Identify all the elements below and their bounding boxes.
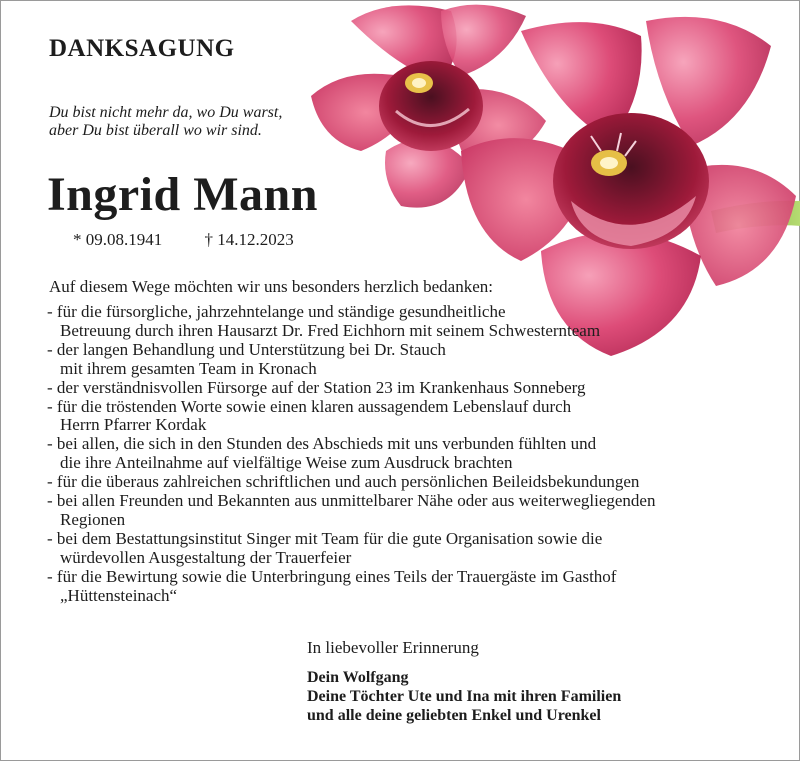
- thanks-list: [47, 303, 655, 606]
- thanks-line: - der verständnisvollen Fürsorge auf der Station 23 im Krankenhaus Sonneberg: [47, 377, 586, 397]
- thanks-line: Herrn Pfarrer Kordak: [60, 415, 207, 435]
- deceased-name: Ingrid Mann: [47, 168, 318, 221]
- thanks-line: Regionen: [60, 509, 126, 529]
- thanks-line: - für die fürsorgliche, jahrzehntelange und ständige gesundheitliche: [47, 302, 506, 321]
- closing-phrase: In liebevoller Erinnerung: [307, 638, 479, 657]
- signature-block: [307, 668, 621, 725]
- thanks-line: mit ihrem gesamten Team in Kronach: [60, 358, 317, 378]
- signature-line: Dein Wolfgang: [307, 669, 409, 686]
- thanks-line: - bei allen Freunden und Bekannten aus unmittelbarer Nähe oder aus weiterwegliegenden: [47, 491, 656, 511]
- thanks-line: - bei dem Bestattungsinstitut Singer mit Team für die gute Organisation sowie die: [47, 528, 603, 548]
- heading: DANKSAGUNG: [49, 35, 235, 62]
- thanks-line: - der langen Behandlung und Unterstützung bei Dr. Stauch: [47, 339, 446, 359]
- thanks-line: - bei allen, die sich in den Stunden des Abschieds mit uns verbunden fühlten und: [47, 434, 597, 454]
- motto-line: Du bist nicht mehr da, wo Du warst,: [49, 104, 283, 121]
- signature-line: Deine Töchter Ute und Ina mit ihren Familien: [307, 688, 622, 705]
- life-dates: [73, 230, 294, 250]
- thanks-line: würdevollen Ausgestaltung der Trauerfeier: [60, 547, 352, 567]
- thanks-line: „Hüttensteinach“: [60, 585, 178, 605]
- motto: [49, 104, 282, 140]
- thanks-line: - für die tröstenden Worte sowie einen klaren aussagendem Lebenslauf durch: [47, 396, 572, 416]
- motto-line: aber Du bist überall wo wir sind.: [49, 122, 262, 139]
- intro-text: Auf diesem Wege möchten wir uns besonders herzlich bedanken:: [49, 277, 493, 296]
- thanks-line: die ihre Anteilnahme auf vielfältige Weise zum Ausdruck brachten: [60, 453, 513, 473]
- signature-line: und alle deine geliebten Enkel und Urenkel: [307, 707, 601, 724]
- thanks-line: - für die überaus zahlreichen schriftlichen und auch persönlichen Beileidsbekundungen: [47, 472, 640, 492]
- thanks-line: - für die Bewirtung sowie die Unterbringung eines Teils der Trauergäste im Gasthof: [47, 566, 617, 586]
- birth-date: * 09.08.1941: [73, 230, 163, 249]
- thanks-line: Betreuung durch ihren Hausarzt Dr. Fred Eichhorn mit seinem Schwesternteam: [60, 320, 601, 340]
- death-date: † 14.12.2023: [204, 230, 294, 249]
